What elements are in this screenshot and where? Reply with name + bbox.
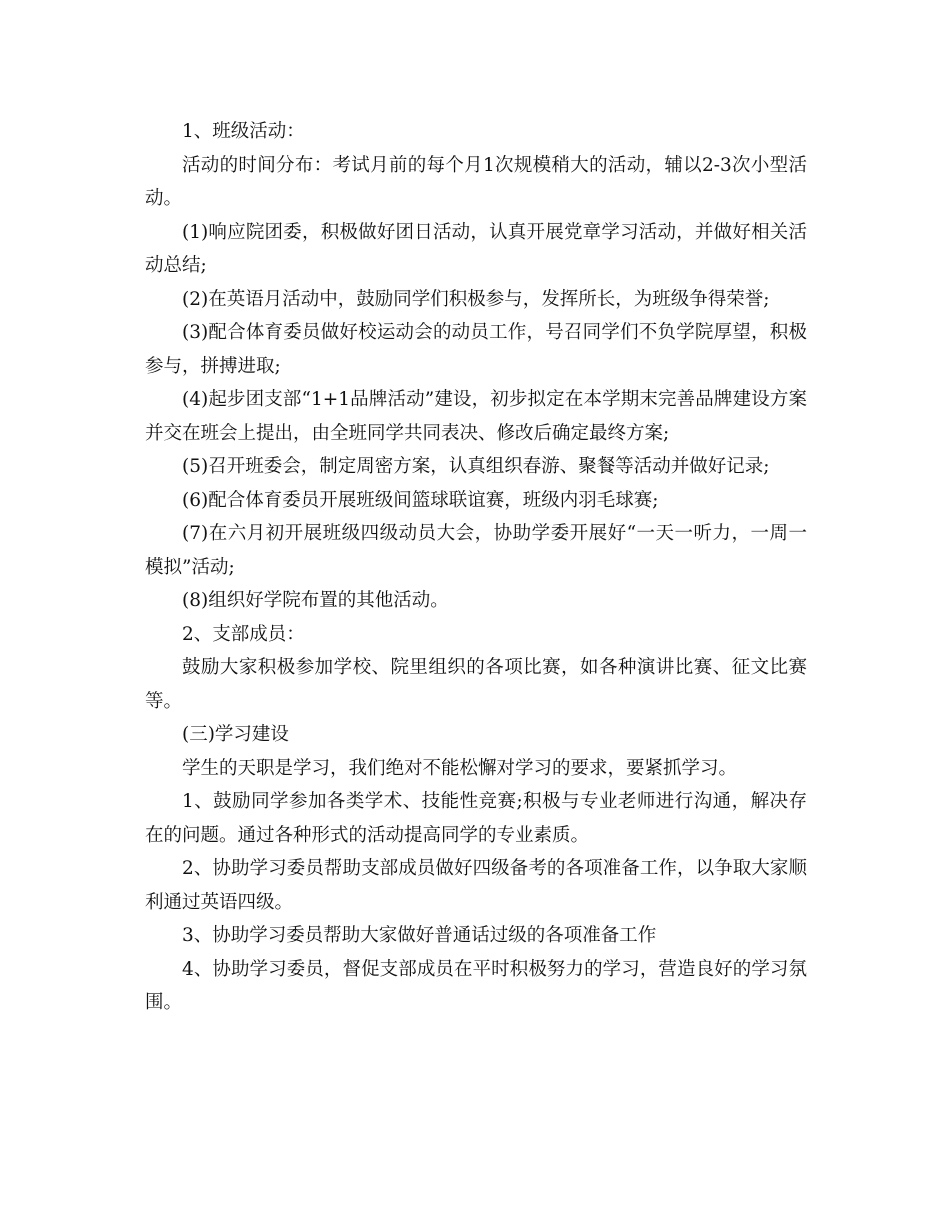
- list-item-8: (8)组织好学院布置的其他活动。: [182, 590, 449, 611]
- section-heading-branch-members: 2、支部成员：: [182, 623, 305, 645]
- document-body: [145, 115, 807, 1020]
- study-item-3: 3、协助学习委员帮助大家做好普通话过级的各项准备工作: [182, 925, 657, 946]
- list-item-1: (1)响应院团委，积极做好团日活动，认真开展党章学习活动，并做好相关活动总结;: [145, 221, 807, 276]
- list-item-6: (6)配合体育委员开展班级间篮球联谊赛，班级内羽毛球赛;: [182, 489, 659, 511]
- list-item-4: (4)起步团支部“1+1品牌活动”建设，初步拟定在本学期末完善品牌建设方案并交在班会上提出，由全班同学共同表决、修改后确定最终方案;: [145, 389, 807, 444]
- paragraph-competitions: 鼓励大家积极参加学校、院里组织的各项比赛，如各种演讲比赛、征文比赛等。: [145, 657, 807, 712]
- list-item-2: (2)在英语月活动中，鼓励同学们积极参与，发挥所长，为班级争得荣誉;: [182, 288, 770, 310]
- list-item-5: (5)召开班委会，制定周密方案，认真组织春游、聚餐等活动并做好记录;: [182, 456, 770, 477]
- study-item-4: 4、协助学习委员，督促支部成员在平时积极努力的学习，营造良好的学习氛围。: [145, 958, 807, 1013]
- list-item-7: (7)在六月初开展班级四级动员大会，协助学委开展好“一天一听力，一周一模拟”活动;: [145, 523, 807, 578]
- study-item-2: 2、协助学习委员帮助支部成员做好四级备考的各项准备工作，以争取大家顺利通过英语四级。: [145, 858, 807, 913]
- paragraph-study-duty: 学生的天职是学习，我们绝对不能松懈对学习的要求，要紧抓学习。: [182, 757, 738, 779]
- section-heading-class-activities: 1、班级活动：: [182, 121, 305, 142]
- study-item-1: 1、鼓励同学参加各类学术、技能性竞赛;积极与专业老师进行沟通，解决存在的问题。通过各种形式的活动提高同学的专业素质。: [145, 791, 807, 846]
- paragraph-activity-schedule: 活动的时间分布：考试月前的每个月1次规模稍大的活动，辅以2-3次小型活动。: [145, 154, 807, 209]
- section-heading-study-building: (三)学习建设: [182, 724, 289, 745]
- list-item-3: (3)配合体育委员做好校运动会的动员工作，号召同学们不负学院厚望，积极参与，拼搏进取;: [145, 322, 807, 377]
